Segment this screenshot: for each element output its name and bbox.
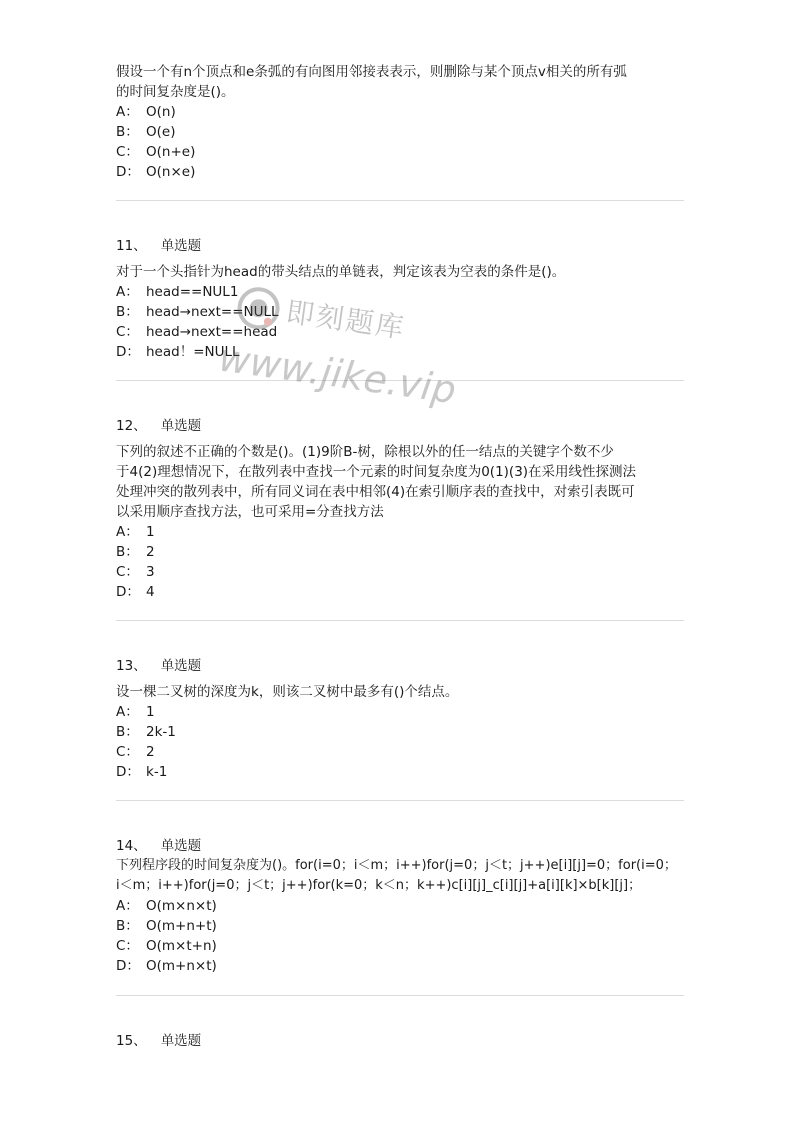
q11-stem-line-1: 对于一个头指针为head的带头结点的单链表，判定该表为空表的条件是()。	[116, 264, 566, 280]
watermark-url-text: www.jike.vip	[216, 335, 459, 413]
q12-stem-line-1: 下列的叙述不正确的个数是()。(1)9阶B-树，除根以外的任一结点的关键字个数不少	[116, 444, 614, 460]
q12-option-a: A： 1	[116, 524, 155, 540]
watermark-cn-text: 即刻题库	[284, 295, 408, 345]
q11-option-d: D： head！=NULL	[116, 344, 240, 360]
q12-stem-line-4: 以采用顺序查找方法，也可采用=分查找方法	[116, 504, 384, 520]
q11-header: 11、 单选题	[116, 238, 202, 254]
q14-option-b: B： O(m+n+t)	[116, 918, 217, 934]
q10-option-a: A： O(n)	[116, 104, 176, 120]
q13-option-a: A： 1	[116, 704, 155, 720]
q12-option-b: B： 2	[116, 544, 155, 560]
q10-stem-line-2: 的时间复杂度是()。	[116, 84, 235, 100]
q10-option-d: D： O(n×e)	[116, 164, 196, 180]
q13-option-b: B： 2k-1	[116, 724, 176, 740]
q12-stem-line-2: 于4(2)理想情况下，在散列表中查找一个元素的时间复杂度为0(1)(3)在采用线性探测法	[116, 464, 637, 480]
q11-option-a: A： head==NUL1	[116, 284, 239, 300]
q10-option-b: B： O(e)	[116, 124, 176, 140]
q13-stem-line-1: 设一棵二叉树的深度为k，则该二叉树中最多有()个结点。	[116, 684, 459, 700]
q14-stem-line-1: 下列程序段的时间复杂度为()。for(i=0；i＜m；i++)for(j=0；j＜t；j++)e[i][j]=0；for(i=0；	[116, 858, 677, 873]
q14-header: 14、 单选题	[116, 838, 202, 854]
q12-header: 12、 单选题	[116, 418, 202, 434]
divider	[116, 995, 684, 996]
q13-option-c: C： 2	[116, 744, 155, 760]
divider	[116, 620, 684, 621]
divider	[116, 380, 684, 381]
q14-option-d: D： O(m+n×t)	[116, 958, 217, 974]
q14-stem-line-2: i＜m；i++)for(j=0；j＜t；j++)for(k=0；k＜n；k++)c[i][j]_c[i][j]+a[i][k]×b[k][j]；	[116, 878, 642, 893]
q12-stem-line-3: 处理冲突的散列表中，所有同义词在表中相邻(4)在索引顺序表的查找中，对索引表既可	[116, 484, 635, 500]
q14-option-a: A： O(m×n×t)	[116, 898, 217, 914]
q12-option-d: D： 4	[116, 584, 155, 600]
q13-option-d: D： k-1	[116, 764, 168, 780]
q15-header: 15、 单选题	[116, 1033, 202, 1049]
q10-option-c: C： O(n+e)	[116, 144, 196, 160]
q13-header: 13、 单选题	[116, 658, 202, 674]
q10-stem-line-1: 假设一个有n个顶点和e条弧的有向图用邻接表表示，则删除与某个顶点v相关的所有弧	[116, 64, 627, 80]
divider	[116, 800, 684, 801]
q14-option-c: C： O(m×t+n)	[116, 938, 217, 954]
q12-option-c: C： 3	[116, 564, 155, 580]
divider	[116, 200, 684, 201]
q11-option-b: B： head→next==NULL	[116, 304, 279, 320]
q11-option-c: C： head→next==head	[116, 324, 278, 340]
